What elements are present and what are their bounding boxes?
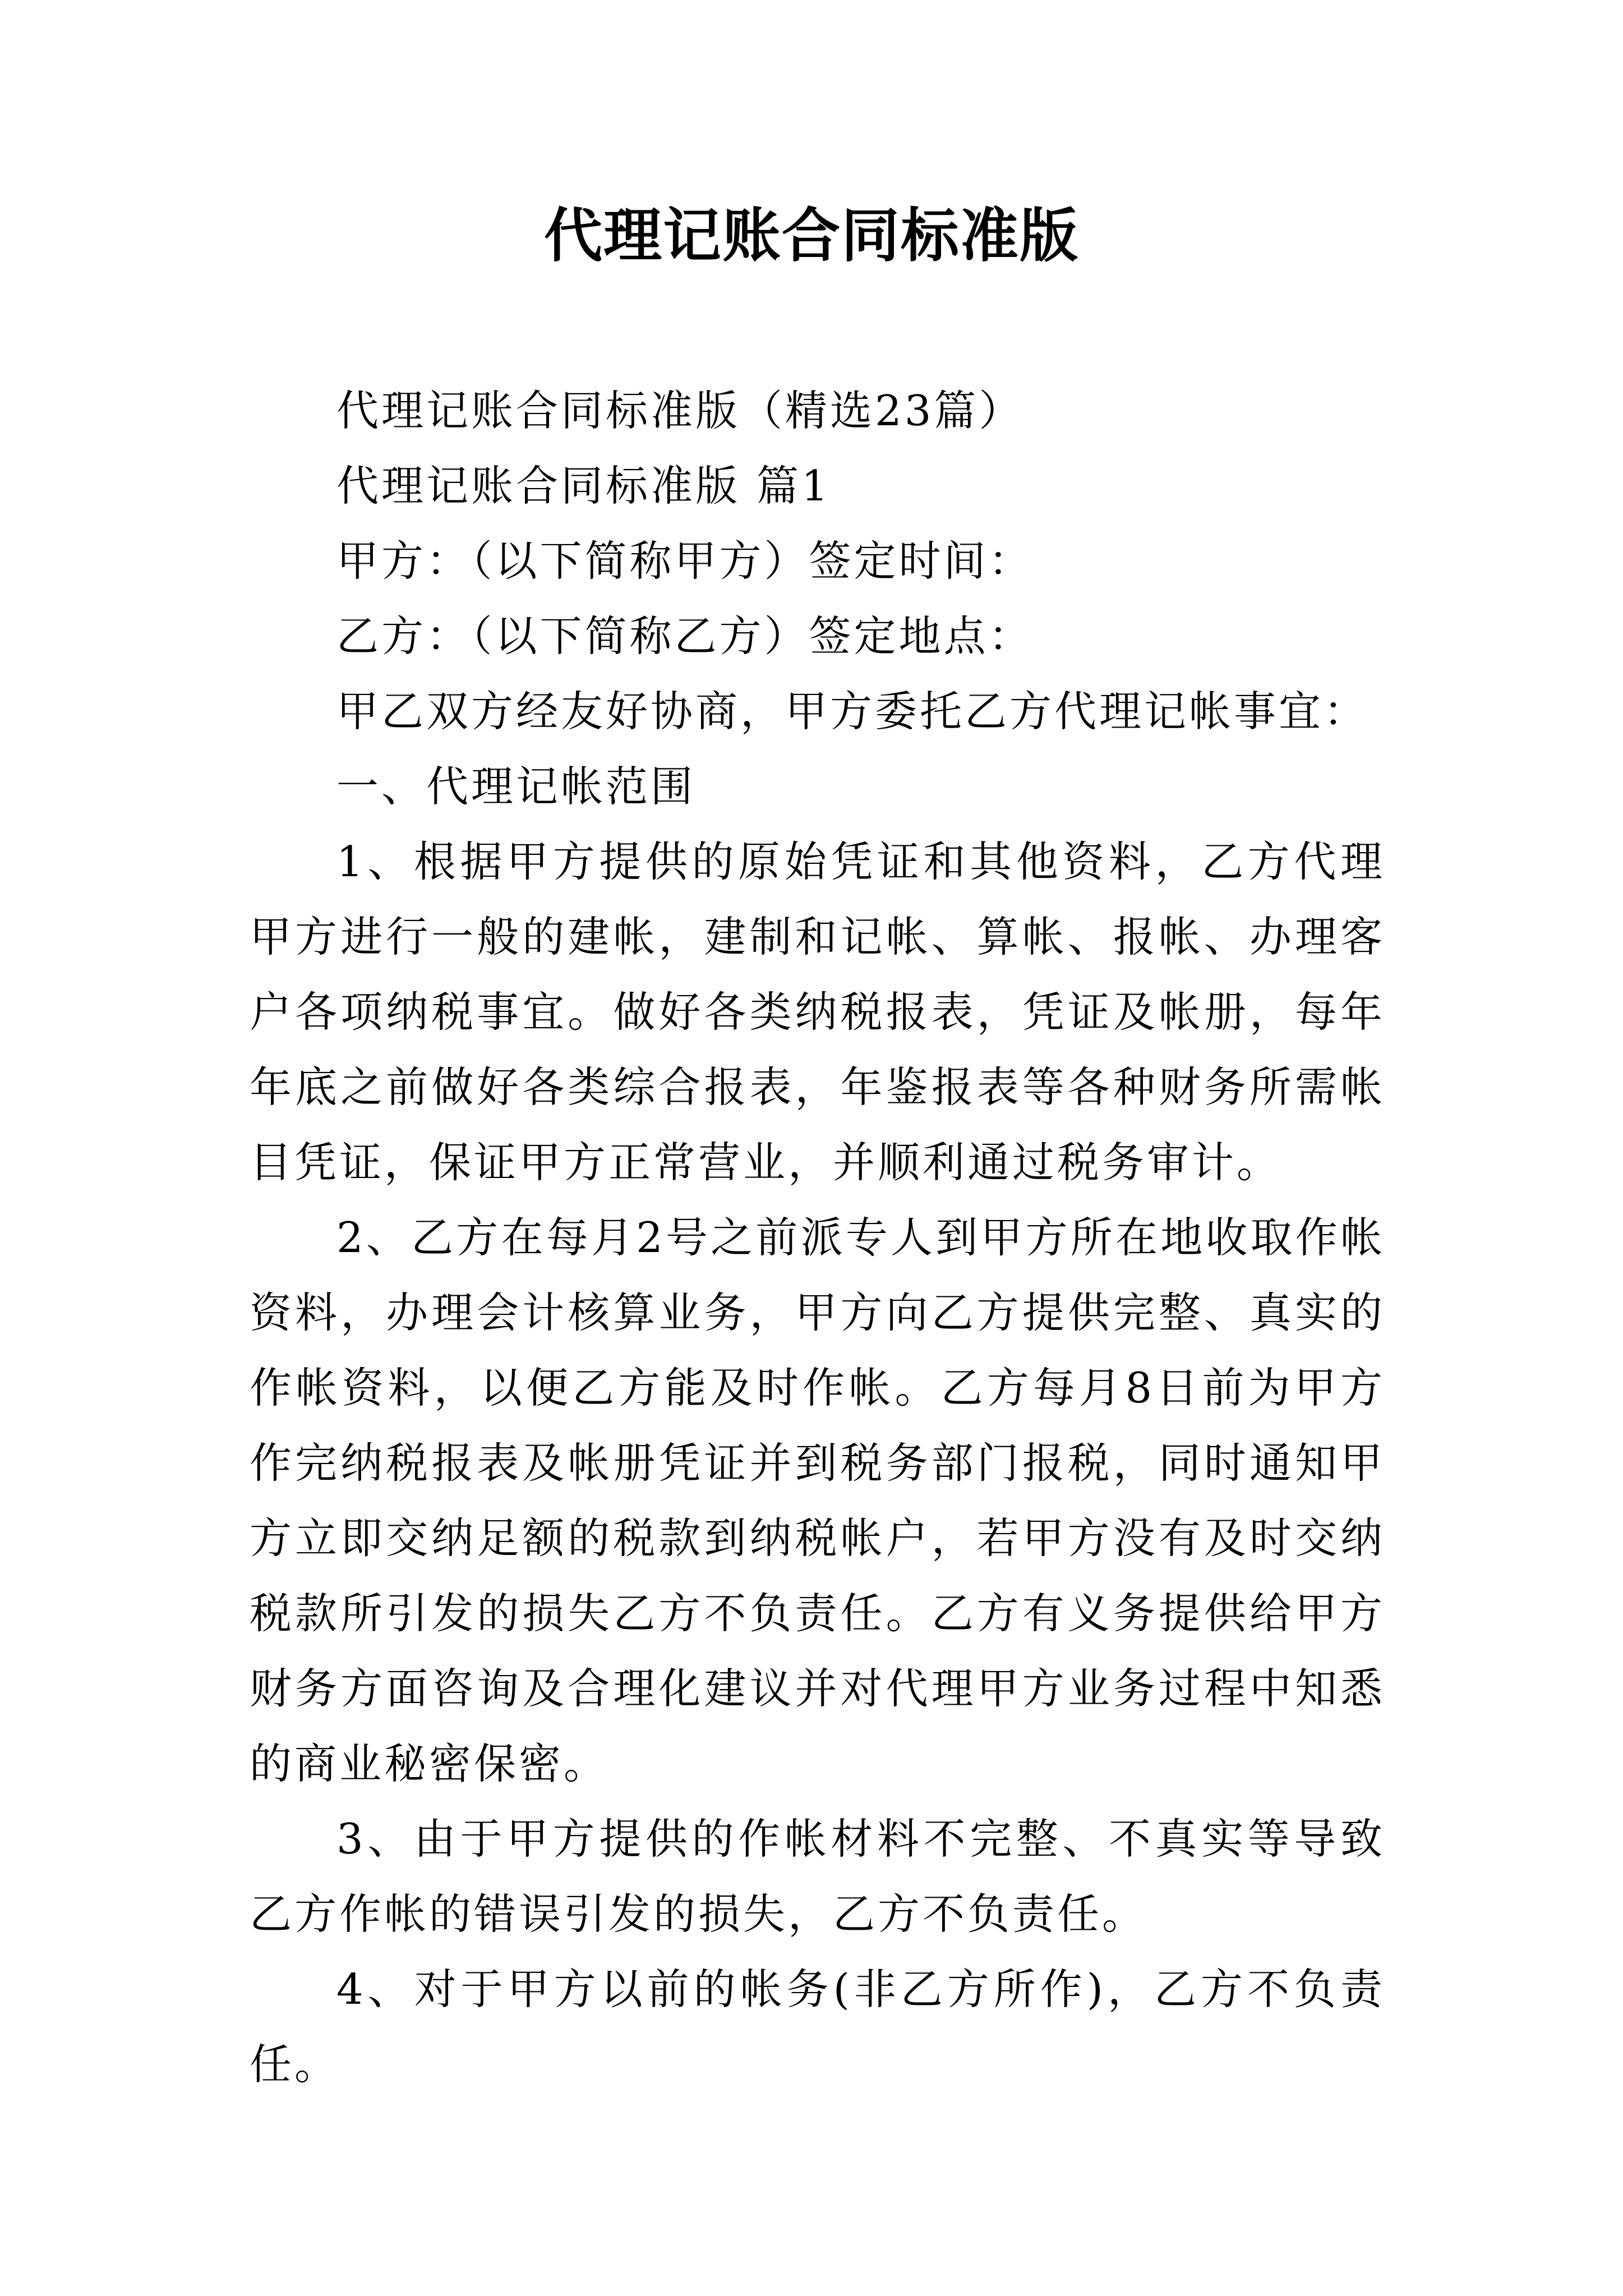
clause-3: 3、由于甲方提供的作帐材料不完整、不真实等导致乙方作帐的错误引发的损失，乙方不负责任。 [250,1814,1385,1939]
clause-2: 2、乙方在每月2号之前派专人到甲方所在地收取作帐资料，办理会计核算业务，甲方向乙方提供完整、真实的作帐资料，以便乙方能及时作帐。乙方每月8日前为甲方作完纳税报表及帐册凭证并到税务部门报税，同时通知甲方立即交纳足额的税款到纳税帐户，若甲方没有及时交纳税款所引发的损失乙方不负责任。乙方有义务提供给甲方财务方面咨询及合理化建议并对代理甲方业务过程中知悉的商业秘密保密。 [250,1213,1385,1788]
heading-part-1: 代理记账合同标准版 篇1 [336,461,831,510]
intro-paragraph: 甲乙双方经友好协商，甲方委托乙方代理记帐事宜： [336,687,1369,736]
section-heading-scope: 一、代理记帐范围 [336,762,696,811]
clause-1: 1、根据甲方提供的原始凭证和其他资料，乙方代理甲方进行一般的建帐，建制和记帐、算帐、报帐、办理客户各项纳税事宜。做好各类纳税报表，凭证及帐册，每年年底之前做好各类综合报表，年鉴报表等各种财务所需帐目凭证，保证甲方正常营业，并顺利通过税务审计。 [250,837,1385,1187]
document-body [250,373,1385,2102]
party-b-line: 乙方：（以下简称乙方）签定地点： [336,611,1034,661]
heading-selection: 代理记账合同标准版（精选23篇） [336,386,1024,435]
document-title: 代理记账合同标准版 [543,201,1079,270]
clause-4: 4、对于甲方以前的帐务(非乙方所作)，乙方不负责任。 [250,1964,1385,2089]
party-a-line: 甲方：（以下简称甲方）签定时间： [336,536,1034,586]
